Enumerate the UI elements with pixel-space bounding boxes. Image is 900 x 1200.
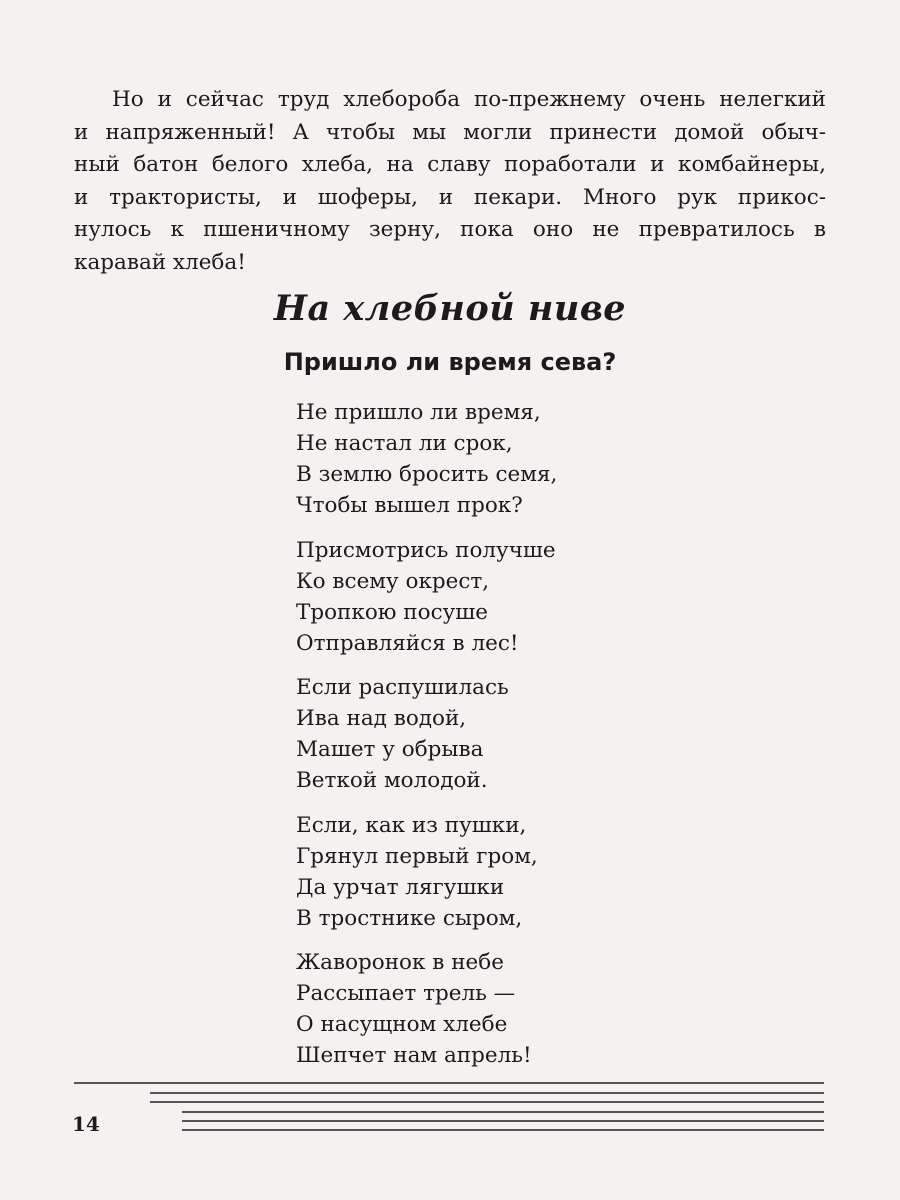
- poem-line: Ива над водой,: [296, 706, 467, 731]
- intro-line: ный батон белого хлеба, на славу поработали и комбайнеры,: [74, 152, 826, 177]
- poem-line: Присмотрись получше: [296, 537, 556, 563]
- poem-line: Чтобы вышел прок?: [296, 493, 523, 518]
- section-title: На хлебной ниве: [273, 288, 627, 329]
- poem-line: Жаворонок в небе: [296, 950, 504, 975]
- intro-line: и напряженный! А чтобы мы могли принести домой обыч-: [74, 119, 826, 145]
- poem-line: Да урчат лягушки: [296, 874, 505, 900]
- poem-line: Не пришло ли время,: [296, 400, 541, 425]
- poem-line: Рассыпает трель —: [296, 981, 516, 1006]
- poem-line: Грянул первый гром,: [296, 843, 538, 869]
- poem-line: Отправляйся в лес!: [296, 630, 519, 656]
- poem-line: Если, как из пушки,: [296, 812, 527, 838]
- page-number: 14: [72, 1112, 100, 1136]
- poem-line: Ко всему окрест,: [296, 568, 490, 594]
- poem-line: Не настал ли срок,: [296, 431, 513, 456]
- poem-line: Тропкою посуше: [296, 599, 488, 625]
- intro-line: и трактористы, и шоферы, и пекари. Много рук прикос-: [74, 184, 826, 210]
- intro-line: нулось к пшеничному зерну, пока оно не превратилось в: [74, 217, 826, 242]
- poem-line: Шепчет нам апрель!: [296, 1043, 532, 1068]
- poem-title: Пришло ли время сева?: [283, 348, 617, 376]
- intro-line: каравай хлеба!: [74, 249, 246, 275]
- poem-line: Веткой молодой.: [296, 768, 488, 793]
- poem-line: В землю бросить семя,: [296, 462, 558, 487]
- intro-line: Но и сейчас труд хлебороба по-прежнему очень нелегкий: [112, 87, 826, 112]
- poem-line: О насущном хлебе: [296, 1012, 508, 1037]
- poem-line: Если распушилась: [296, 675, 509, 700]
- poem-line: Машет у обрыва: [296, 737, 484, 762]
- poem-line: В тростнике сыром,: [296, 905, 523, 931]
